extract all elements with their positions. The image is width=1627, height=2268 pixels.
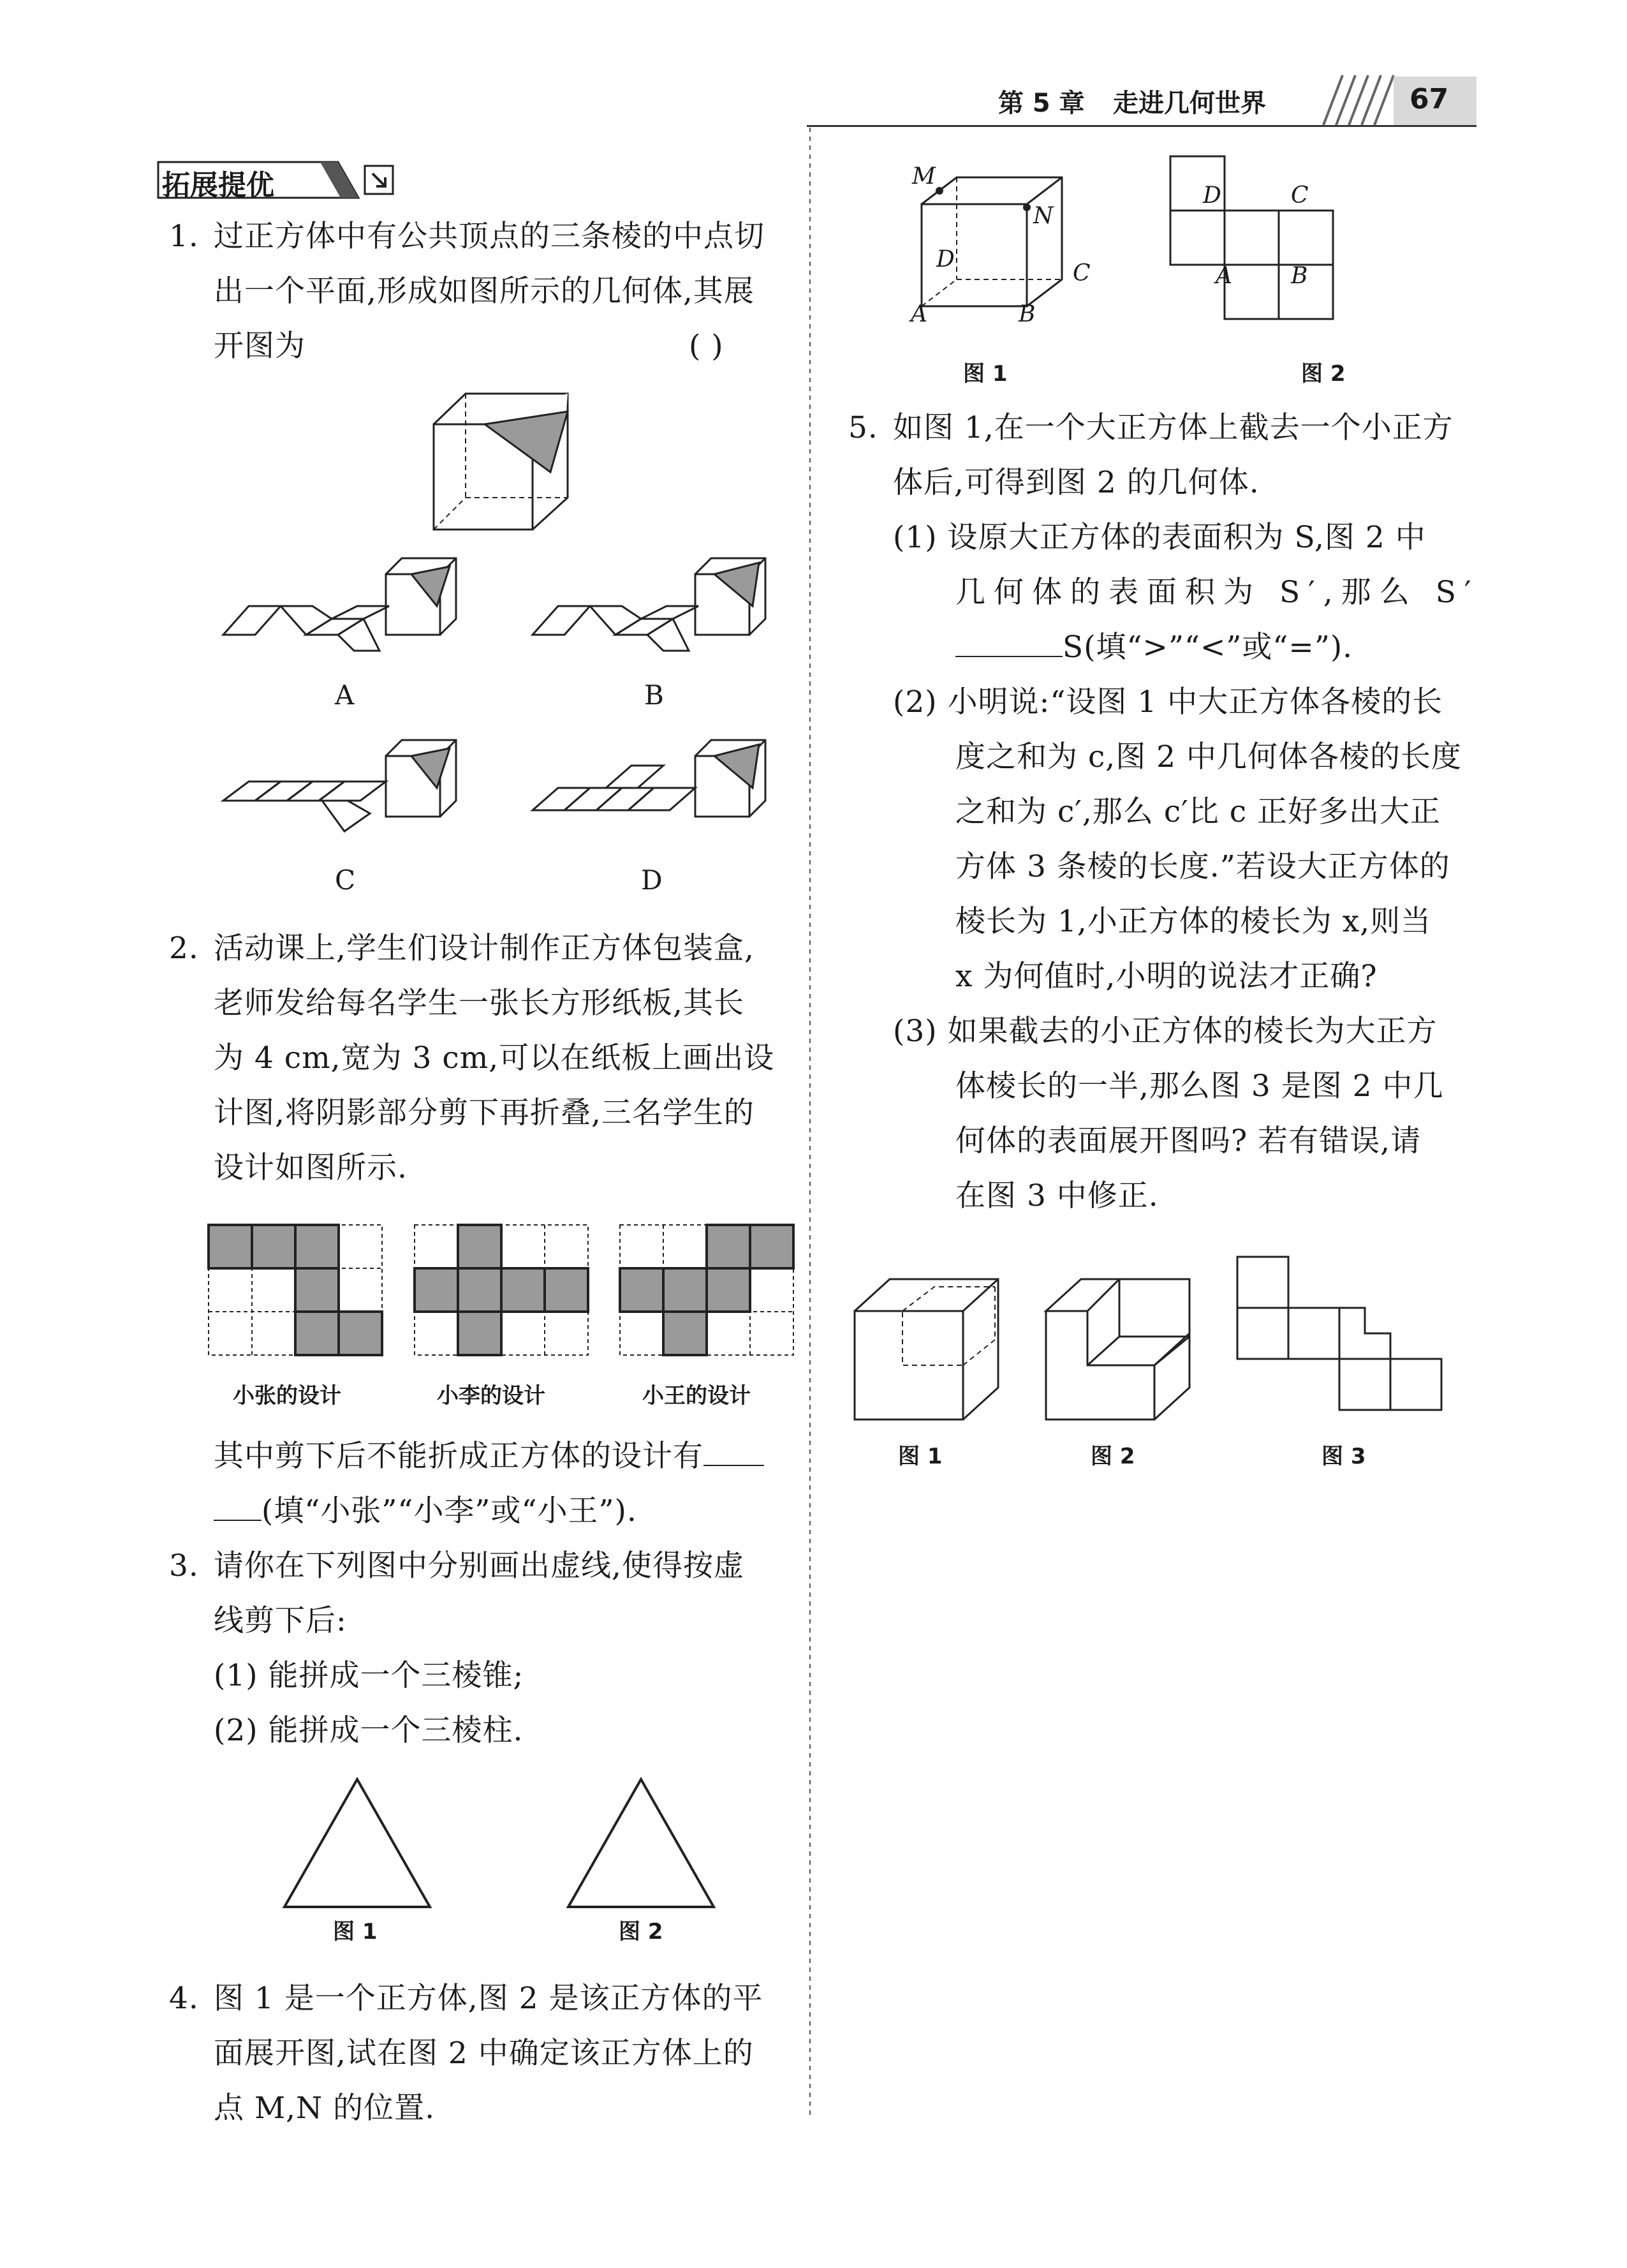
q2-line-1: 活动课上,学生们设计制作正方体包装盒, bbox=[214, 931, 755, 966]
q3-sub-2: (2) 能拼成一个三棱柱. bbox=[214, 1713, 524, 1748]
q2-answer-blank-b[interactable] bbox=[214, 1494, 261, 1521]
q2-design-zhang bbox=[207, 1224, 383, 1358]
q2-answer-blank-a[interactable] bbox=[703, 1439, 764, 1466]
q1-main-figure bbox=[421, 386, 574, 536]
q5-line-2: 体后,可得到图 2 的几何体. bbox=[893, 465, 1260, 500]
q5-p1-line-1: (1) 设原大正方体的表面积为 S,图 2 中 bbox=[893, 520, 1426, 555]
q4-cube-label-n: N bbox=[1033, 203, 1054, 229]
q4-cube-label-b: B bbox=[1019, 301, 1036, 327]
q4-cube-label-d: D bbox=[936, 246, 955, 272]
q2-design-li bbox=[413, 1224, 589, 1358]
q2-line-5: 设计如图所示. bbox=[214, 1150, 408, 1185]
q4-number: 4. bbox=[169, 1981, 199, 2016]
q2-answer-line-1 bbox=[214, 1429, 764, 1484]
section-title: 拓展提优 bbox=[162, 169, 274, 202]
q2-design-wang bbox=[619, 1224, 795, 1358]
q2-caption-wang: 小王的设计 bbox=[642, 1383, 751, 1409]
q2-number: 2. bbox=[169, 931, 199, 966]
q2-answer-line-2 bbox=[214, 1484, 637, 1539]
q3-sub-1: (1) 能拼成一个三棱锥; bbox=[214, 1658, 524, 1693]
q5-p1-line-3 bbox=[955, 620, 1353, 675]
q2-answer-text-1: 其中剪下后不能折成正方体的设计有 bbox=[214, 1439, 703, 1474]
q2-line-2: 老师发给每名学生一张长方形纸板,其长 bbox=[214, 986, 744, 1021]
q4-cube-figure bbox=[902, 172, 1113, 332]
chapter-title: 走进几何世界 bbox=[1113, 89, 1266, 118]
q5-p2-line-3: 之和为 c′,那么 c′比 c 正好多出大正 bbox=[955, 794, 1441, 829]
q1-option-d-label[interactable]: D bbox=[641, 864, 663, 896]
q3-line-2: 线剪下后: bbox=[214, 1603, 347, 1638]
q4-fig1-caption: 图 1 bbox=[963, 361, 1008, 387]
q1-option-d-figure bbox=[529, 737, 784, 833]
q3-number: 3. bbox=[169, 1548, 199, 1583]
q5-p3-line-4: 在图 3 中修正. bbox=[955, 1178, 1159, 1213]
q5-p1-blank[interactable] bbox=[955, 630, 1063, 657]
q4-cube-label-a: A bbox=[911, 301, 927, 327]
q4-cube-label-c: C bbox=[1073, 260, 1091, 286]
q4-net-figure bbox=[1167, 153, 1397, 325]
q5-p2-line-1: (2) 小明说:“设图 1 中大正方体各棱的长 bbox=[893, 685, 1443, 720]
q5-p2-line-5: 棱长为 1,小正方体的棱长为 x,则当 bbox=[955, 904, 1432, 939]
q1-option-c-figure bbox=[220, 737, 475, 833]
q1-line-2: 出一个平面,形成如图所示的几何体,其展 bbox=[214, 274, 755, 309]
q1-option-a-label[interactable]: A bbox=[335, 679, 355, 711]
q3-line-1: 请你在下列图中分别画出虚线,使得按虚 bbox=[214, 1548, 744, 1583]
q2-line-3: 为 4 cm,宽为 3 cm,可以在纸板上画出设 bbox=[214, 1041, 775, 1076]
q2-answer-text-2: (填“小张”“小李”或“小王”). bbox=[261, 1493, 637, 1529]
q2-caption-zhang: 小张的设计 bbox=[233, 1383, 341, 1409]
q4-net-label-a: A bbox=[1216, 263, 1232, 289]
q5-fig1-caption: 图 1 bbox=[898, 1444, 943, 1469]
q2-caption-li: 小李的设计 bbox=[437, 1383, 545, 1409]
q1-option-b-label[interactable]: B bbox=[644, 679, 664, 711]
q5-p3-line-1: (3) 如果截去的小正方体的棱长为大正方 bbox=[893, 1014, 1438, 1049]
q5-line-1: 如图 1,在一个大正方体上截去一个小正方 bbox=[893, 410, 1454, 445]
q4-cube-label-m: M bbox=[912, 163, 936, 189]
q5-p2-line-6: x 为何值时,小明的说法才正确? bbox=[955, 959, 1378, 994]
q1-option-b-figure bbox=[529, 555, 784, 651]
q3-triangle-2[interactable] bbox=[564, 1777, 718, 1911]
q3-triangle-1[interactable] bbox=[281, 1777, 434, 1911]
q4-line-1: 图 1 是一个正方体,图 2 是该正方体的平 bbox=[214, 1981, 763, 2016]
q4-net-label-c: C bbox=[1291, 182, 1309, 209]
q1-number: 1. bbox=[169, 219, 199, 254]
q4-net-label-d: D bbox=[1203, 182, 1221, 209]
column-divider bbox=[809, 128, 811, 2118]
q5-p3-line-2: 体棱长的一半,那么图 3 是图 2 中几 bbox=[955, 1069, 1444, 1104]
q5-p2-line-2: 度之和为 c,图 2 中几何体各棱的长度 bbox=[955, 739, 1462, 775]
q2-line-4: 计图,将阴影部分剪下再折叠,三名学生的 bbox=[214, 1095, 755, 1130]
q5-fig1-figure bbox=[851, 1273, 1005, 1426]
q5-number: 5. bbox=[848, 410, 878, 445]
q1-option-c-label[interactable]: C bbox=[335, 864, 356, 896]
q1-option-a-figure bbox=[220, 555, 475, 651]
q5-p2-line-4: 方体 3 条棱的长度.”若设大正方体的 bbox=[955, 849, 1450, 884]
q5-fig3-figure bbox=[1234, 1254, 1451, 1426]
q4-line-2: 面展开图,试在图 2 中确定该正方体上的 bbox=[214, 2036, 754, 2071]
page-number: 67 bbox=[1410, 83, 1449, 115]
header-stripes bbox=[1317, 75, 1400, 126]
q5-p3-line-3: 何体的表面展开图吗? 若有错误,请 bbox=[955, 1123, 1422, 1159]
q5-p1-tail: S(填“>”“<”或“=”). bbox=[1063, 630, 1353, 665]
page-header bbox=[807, 75, 1476, 126]
q1-line-3: 开图为 bbox=[214, 329, 306, 364]
q4-net-label-b: B bbox=[1291, 263, 1308, 289]
q1-answer-paren[interactable]: ( ) bbox=[689, 329, 724, 364]
q4-fig2-caption: 图 2 bbox=[1301, 361, 1346, 387]
q5-fig2-caption: 图 2 bbox=[1091, 1444, 1135, 1469]
q1-line-1: 过正方体中有公共顶点的三条棱的中点切 bbox=[214, 219, 765, 254]
q5-p1-line-2: 几何体的表面积为 S′,那么 S′ bbox=[955, 575, 1480, 610]
q3-fig1-caption: 图 1 bbox=[333, 1919, 378, 1945]
q5-fig3-caption: 图 3 bbox=[1321, 1444, 1366, 1469]
q4-line-3: 点 M,N 的位置. bbox=[214, 2091, 436, 2126]
section-tag bbox=[153, 157, 395, 202]
q3-fig2-caption: 图 2 bbox=[619, 1919, 663, 1945]
q5-fig2-figure bbox=[1043, 1273, 1196, 1426]
chapter-number: 第 5 章 bbox=[998, 89, 1085, 118]
